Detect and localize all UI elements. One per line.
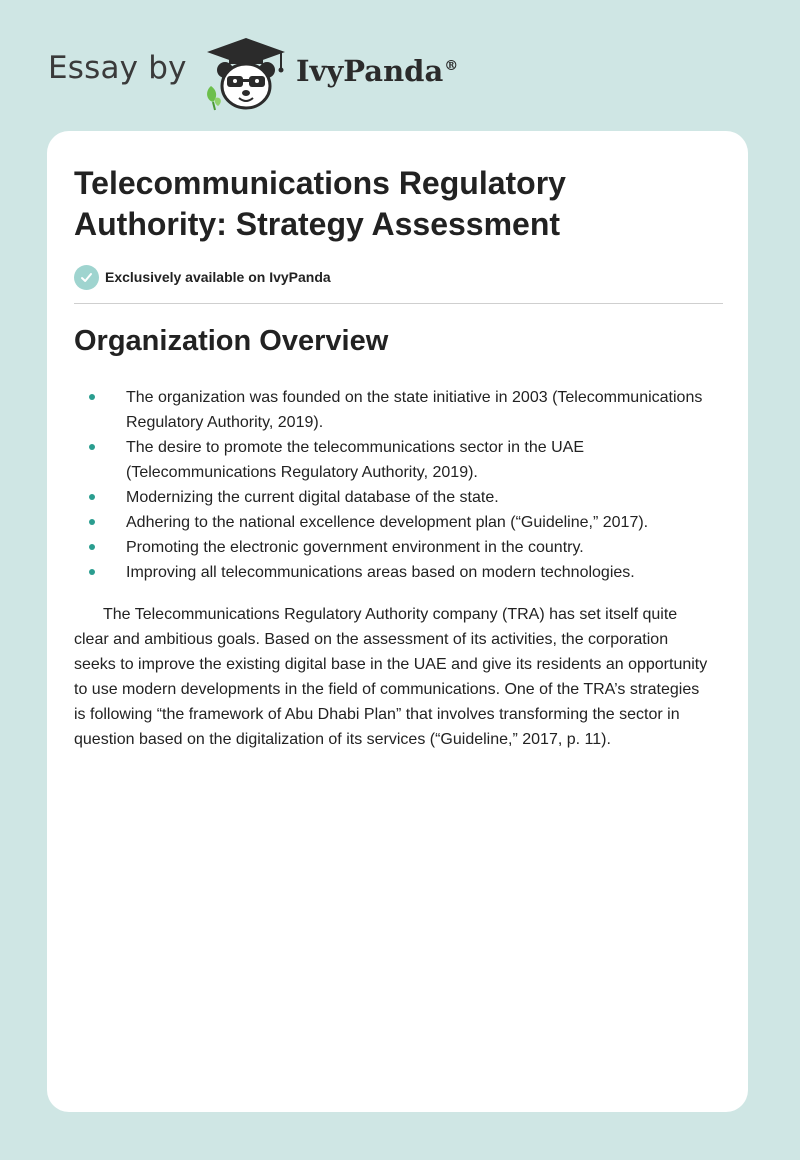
registered-mark: ®	[444, 58, 459, 75]
brand-text: IvyPanda	[296, 54, 444, 88]
body-paragraph: The Telecommunications Regulatory Authority company (TRA) has set itself quite clear and ambitious goals. Based on the assessment of its activities, the corporation seeks to improve the existing digital base in the UAE and give its residents an opportunity to use modern developments in the field of communications. One of the TRA’s strategies is following “the framework of Abu Dhabi Plan” that involves transforming the sector in question based on the digitalization of its services (“Guideline,” 2017, p. 11).	[74, 606, 708, 748]
exclusive-badge	[74, 264, 331, 290]
divider	[74, 303, 723, 304]
list-item: Modernizing the current digital database of the state.	[74, 485, 714, 510]
essay-card	[47, 131, 748, 1112]
site-header	[48, 36, 568, 112]
list-item: Promoting the electronic government environment in the country.	[74, 535, 714, 560]
list-item: Adhering to the national excellence development plan (“Guideline,” 2017).	[74, 510, 714, 535]
section-heading: Organization Overview	[74, 325, 389, 357]
check-mark-icon	[80, 271, 93, 284]
exclusive-label: Exclusively available on IvyPanda	[105, 269, 331, 285]
check-icon	[74, 265, 99, 290]
list-item: The desire to promote the telecommunications sector in the UAE (Telecommunications Regulatory Authority, 2019).	[74, 435, 714, 485]
overview-list	[74, 385, 714, 585]
essay-by-label: Essay by	[48, 50, 187, 86]
list-item: Improving all telecommunications areas based on modern technologies.	[74, 560, 714, 585]
list-item: The organization was founded on the state initiative in 2003 (Telecommunications Regulatory Authority, 2019).	[74, 385, 714, 435]
essay-title: Telecommunications Regulatory Authority: Strategy Assessment	[74, 165, 566, 242]
panda-graduate-logo-icon	[203, 36, 289, 112]
brand-name	[296, 54, 458, 88]
